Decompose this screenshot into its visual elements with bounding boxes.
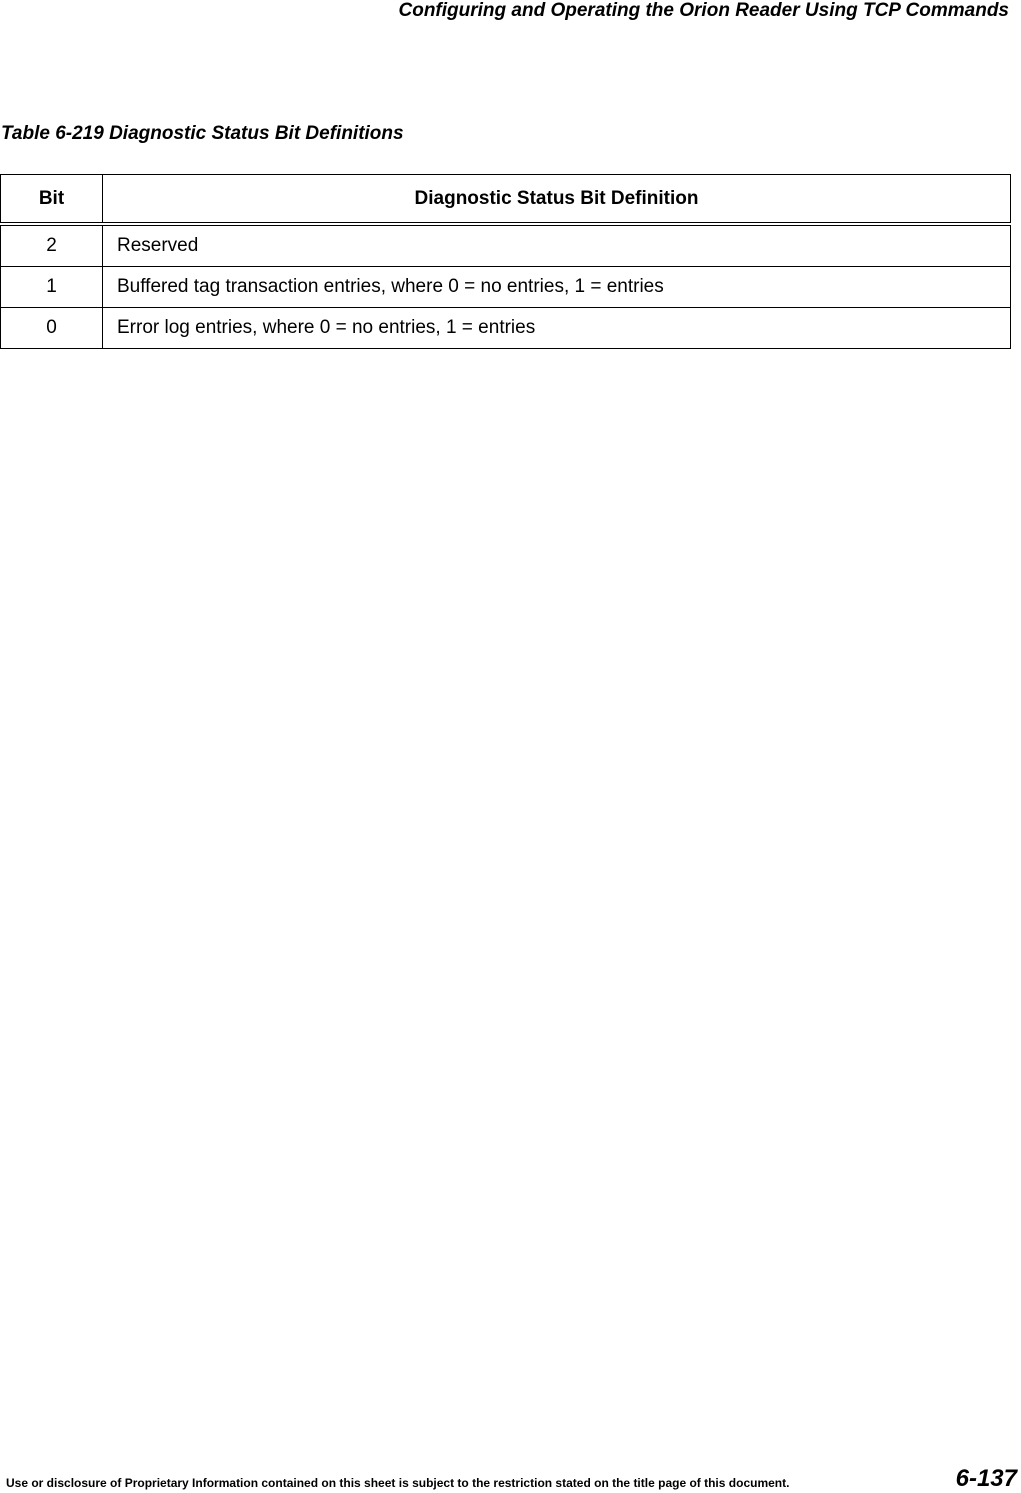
table-body [1,224,1011,349]
column-header-definition: Diagnostic Status Bit Definition [103,175,1011,225]
proprietary-notice: Use or disclosure of Proprietary Information contained on this sheet is subject to the restriction stated on the title page of this document. [6,1476,790,1490]
table-row [1,224,1011,267]
cell-bit: 0 [1,308,103,349]
cell-definition: Error log entries, where 0 = no entries, 1 = entries [103,308,1011,349]
diagnostic-status-table [0,174,1011,349]
cell-definition: Reserved [103,224,1011,267]
table-row [1,308,1011,349]
table-header-row [1,175,1011,225]
running-header-title: Configuring and Operating the Orion Reader Using TCP Commands [398,0,1009,21]
cell-definition: Buffered tag transaction entries, where 0 = no entries, 1 = entries [103,267,1011,308]
cell-bit: 1 [1,267,103,308]
table-header [1,175,1011,225]
table-caption: Table 6-219 Diagnostic Status Bit Definitions [1,123,404,144]
column-header-bit: Bit [1,175,103,225]
table-row [1,267,1011,308]
cell-bit: 2 [1,224,103,267]
page-number: 6-137 [955,1465,1017,1492]
